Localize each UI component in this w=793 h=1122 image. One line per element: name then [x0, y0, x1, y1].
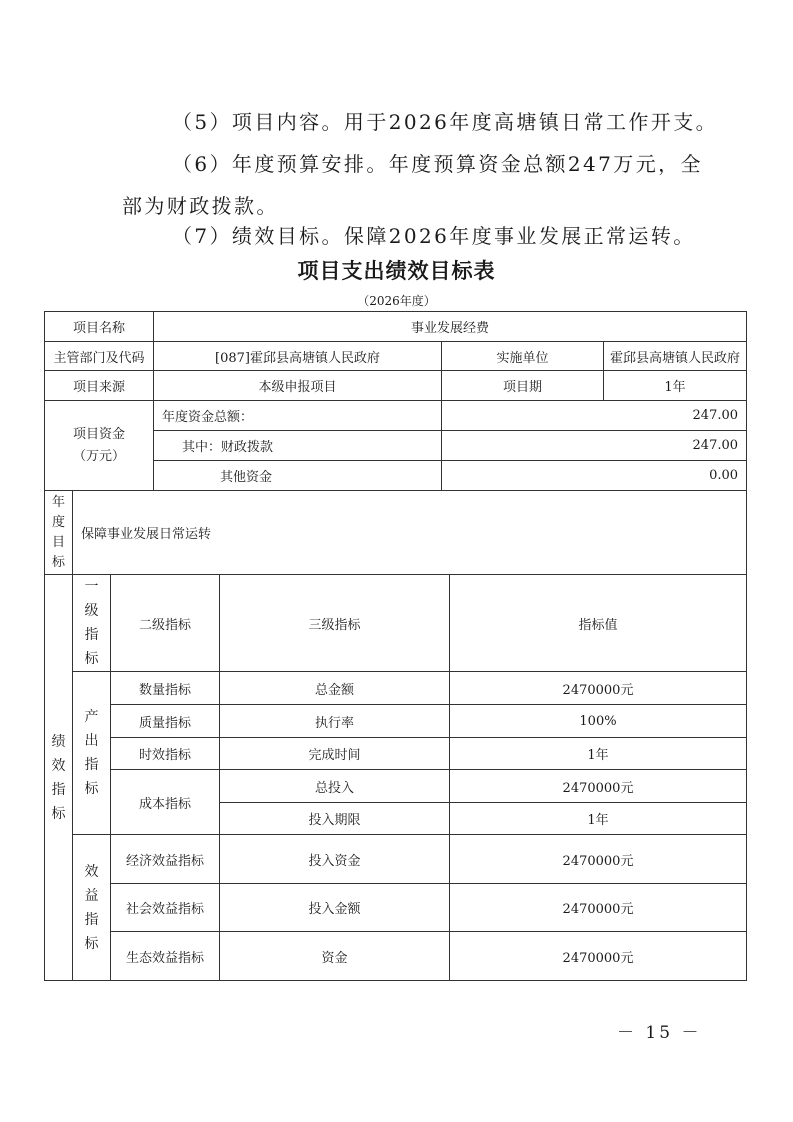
funds-other-value: 0.00	[442, 461, 747, 491]
funds-label	[45, 401, 154, 491]
paragraph-budget: （6）年度预算安排。年度预算资金总额247万元，全	[172, 152, 703, 176]
indicator-level3: 投入金额	[220, 884, 450, 932]
project-name-label: 项目名称	[45, 312, 154, 342]
benefit-label-char: 标	[84, 935, 99, 952]
indicator-level3: 执行率	[220, 705, 450, 738]
table-subtitle: （2026年度）	[357, 294, 436, 308]
indicator-level2: 成本指标	[111, 770, 220, 835]
output-label-char: 指	[84, 757, 99, 773]
section-label-char: 标	[51, 805, 66, 822]
output-label-char: 出	[84, 733, 99, 749]
header-level2: 二级指标	[111, 575, 220, 672]
header-level1-char: 级	[84, 603, 99, 619]
annual-goal-label	[45, 491, 73, 575]
source-label: 项目来源	[45, 371, 154, 401]
project-info-table	[44, 311, 747, 491]
page-number: － 15 －	[617, 1023, 702, 1043]
indicator-level3: 投入期限	[220, 803, 450, 835]
indicator-value: 1年	[450, 803, 747, 835]
indicator-level2: 质量指标	[111, 705, 220, 738]
annual-goal-label-char: 标	[51, 554, 65, 570]
indicator-level2: 社会效益指标	[111, 884, 220, 932]
section-label-char: 效	[51, 757, 66, 774]
header-level3: 三级指标	[220, 575, 450, 672]
funds-label-line1: 项目资金	[72, 426, 125, 442]
header-value: 指标值	[450, 575, 747, 672]
table-title: 项目支出绩效目标表	[297, 259, 496, 283]
header-level1-char: 指	[84, 627, 99, 643]
annual-goal-table	[44, 490, 747, 575]
indicator-level2: 生态效益指标	[111, 932, 220, 981]
output-indicators-label	[73, 672, 111, 835]
indicator-level3: 总金额	[220, 672, 450, 705]
indicator-level2: 经济效益指标	[111, 835, 220, 884]
annual-goal-label-char: 目	[51, 534, 65, 550]
indicators-table	[44, 574, 747, 981]
header-level1-char: 一	[84, 579, 99, 595]
funds-label-line2: （万元）	[72, 448, 125, 464]
indicators-section-label	[45, 575, 73, 981]
paragraph-goal: （7）绩效目标。保障2026年度事业发展正常运转。	[172, 224, 696, 248]
annual-goal-label-char: 度	[51, 514, 65, 530]
benefit-label-char: 益	[84, 887, 99, 904]
period-label: 项目期	[442, 371, 604, 401]
section-label-char: 指	[51, 781, 66, 798]
annual-goal-text: 保障事业发展日常运转	[73, 491, 747, 575]
indicator-value: 2470000元	[450, 884, 747, 932]
paragraph-project-content: （5）项目内容。用于2026年度高塘镇日常工作开支。	[172, 110, 719, 134]
funds-fiscal-label: 其中：财政拨款	[154, 431, 442, 461]
indicator-value: 2470000元	[450, 932, 747, 981]
indicator-level3: 投入资金	[220, 835, 450, 884]
impl-unit-label: 实施单位	[442, 342, 604, 371]
paragraph-budget-cont: 部为财政拨款。	[122, 194, 279, 218]
indicator-value: 2470000元	[450, 835, 747, 884]
indicator-level3: 总投入	[220, 770, 450, 803]
dept-label: 主管部门及代码	[45, 342, 154, 371]
benefit-label-char: 效	[84, 863, 99, 880]
benefit-label-char: 指	[84, 911, 99, 928]
funds-fiscal-value: 247.00	[442, 431, 747, 461]
section-label-char: 绩	[51, 733, 66, 750]
output-label-char: 标	[84, 781, 99, 797]
header-level1-char: 标	[84, 651, 99, 667]
indicator-value: 100%	[450, 705, 747, 738]
project-name-value: 事业发展经费	[154, 312, 747, 342]
period-value: 1年	[604, 371, 747, 401]
funds-other-label: 其他资金	[154, 461, 442, 491]
funds-total-label: 年度资金总额：	[154, 401, 442, 431]
impl-unit-value: 霍邱县高塘镇人民政府	[604, 342, 747, 371]
benefit-indicators-label	[73, 835, 111, 981]
indicator-value: 2470000元	[450, 770, 747, 803]
source-value: 本级申报项目	[154, 371, 442, 401]
indicator-level2: 时效指标	[111, 738, 220, 770]
annual-goal-label-char: 年	[51, 494, 65, 510]
header-level1	[73, 575, 111, 672]
indicator-level2: 数量指标	[111, 672, 220, 705]
indicator-level3: 资金	[220, 932, 450, 981]
indicator-value: 1年	[450, 738, 747, 770]
dept-value: [087]霍邱县高塘镇人民政府	[154, 342, 442, 371]
funds-total-value: 247.00	[442, 401, 747, 431]
output-label-char: 产	[84, 709, 99, 725]
indicator-level3: 完成时间	[220, 738, 450, 770]
indicator-value: 2470000元	[450, 672, 747, 705]
